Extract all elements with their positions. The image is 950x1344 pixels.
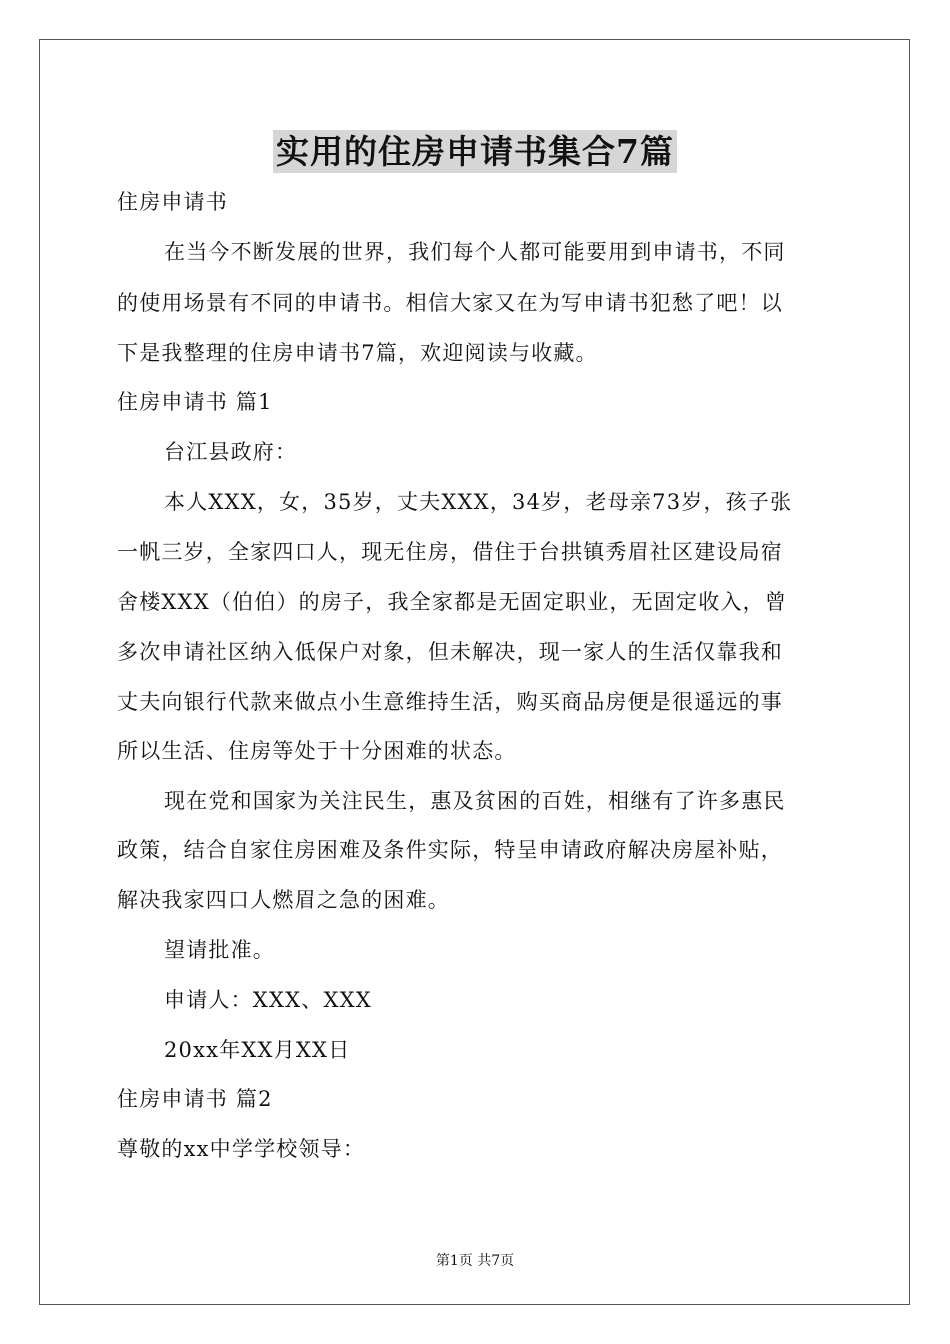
heading-line: 住房申请书 — [117, 190, 228, 214]
paragraph-line: 多次申请社区纳入低保户对象，但未解决，现一家人的生活仅靠我和 — [117, 640, 783, 664]
paragraph-line: 的使用场景有不同的申请书。相信大家又在为写申请书犯愁了吧！以 — [117, 291, 783, 315]
paragraph-line: 尊敬的xx中学学校领导： — [117, 1137, 366, 1161]
paragraph-line: 所以生活、住房等处于十分困难的状态。 — [117, 739, 517, 763]
section-heading: 住房申请书 篇1 — [117, 390, 273, 414]
paragraph-line: 现在党和国家为关注民生，惠及贫困的百姓，相继有了许多惠民 — [164, 789, 786, 813]
paragraph-line: 下是我整理的住房申请书7篇，欢迎阅读与收藏。 — [117, 341, 598, 365]
paragraph-line: 在当今不断发展的世界，我们每个人都可能要用到申请书，不同 — [164, 240, 786, 264]
document-title — [0, 126, 950, 173]
title-text: 实用的住房申请书集合7篇 — [273, 130, 677, 173]
paragraph-line: 台江县政府： — [164, 440, 298, 464]
page-footer: 第1页 共7页 — [435, 1253, 515, 1269]
date-line: 20xx年XX月XX日 — [164, 1038, 351, 1062]
paragraph-line: 一帆三岁，全家四口人，现无住房，借住于台拱镇秀眉社区建设局宿 — [117, 540, 783, 564]
section-heading: 住房申请书 篇2 — [117, 1087, 273, 1111]
paragraph-line: 政策，结合自家住房困难及条件实际，特呈申请政府解决房屋补贴， — [117, 838, 783, 862]
paragraph-line: 解决我家四口人燃眉之急的困难。 — [117, 888, 450, 912]
applicant-line: 申请人：XXX、XXX — [164, 988, 372, 1012]
paragraph-line: 丈夫向银行代款来做点小生意维持生活，购买商品房便是很遥远的事 — [117, 690, 783, 714]
page-border — [39, 39, 910, 1305]
paragraph-line: 舍楼XXX（伯伯）的房子，我全家都是无固定职业，无固定收入，曾 — [117, 590, 788, 614]
paragraph-line: 望请批准。 — [164, 938, 275, 962]
paragraph-line: 本人XXX，女，35岁，丈夫XXX，34岁，老母亲73岁，孩子张 — [164, 490, 793, 514]
